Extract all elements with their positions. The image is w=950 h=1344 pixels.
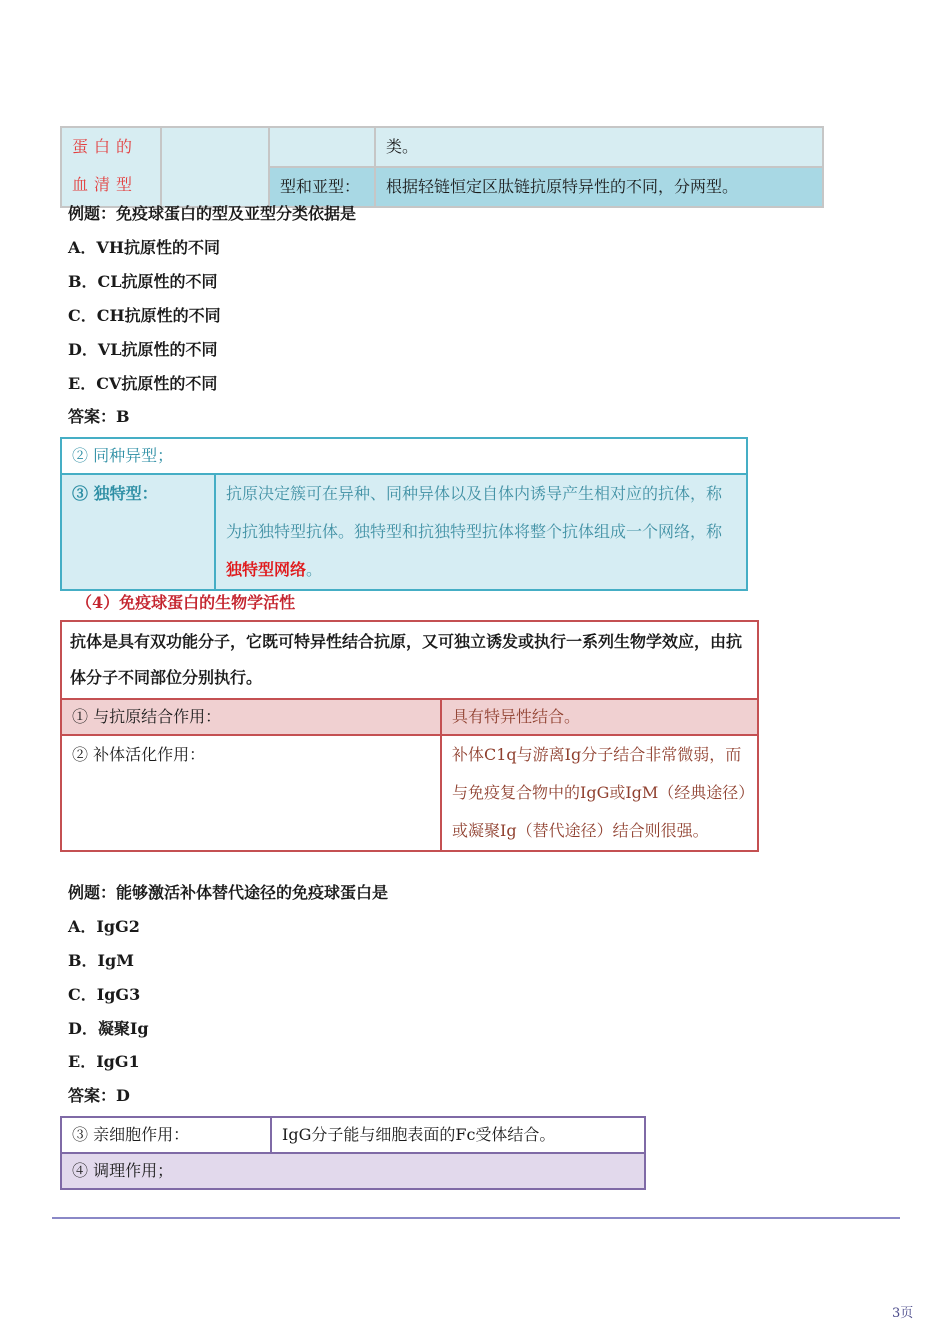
option-c: C．IgG3 — [68, 985, 141, 1004]
option-d: D．凝聚Ig — [68, 1019, 149, 1038]
option-d: D．VL抗原性的不同 — [68, 340, 218, 359]
idiotype-text: 抗原决定簇可在异种、同种异体以及自体内诱导产生相对应的抗体，称为抗独特型抗体。独特型和抗独特型抗体将整个抗体组成一个网络，称独特型网络。 — [215, 474, 747, 590]
footer-divider — [52, 1217, 900, 1219]
empty-cell — [269, 127, 375, 167]
cell-affinity-text: IgG分子能与细胞表面的Fc受体结合。 — [271, 1117, 645, 1153]
question-1: 例题：免疫球蛋白的型及亚型分类依据是 — [68, 204, 357, 223]
option-c: C．CH抗原性的不同 — [68, 306, 221, 325]
page-number: 3页 — [892, 1306, 914, 1321]
antigen-binding-text: 具有特异性结合。 — [441, 699, 758, 735]
option-a: A．VH抗原性的不同 — [68, 238, 220, 257]
option-b: B．CL抗原性的不同 — [68, 272, 218, 291]
section-heading: （4）免疫球蛋白的生物学活性 — [76, 593, 296, 612]
option-a: A．IgG2 — [68, 917, 140, 936]
complement-text: 补体C1q与游离Ig分子结合非常微弱，而与免疫复合物中的IgG或IgM（经典途径）或凝聚Ig（替代途径）结合则很强。 — [441, 735, 758, 851]
type-subtype-label: 型和亚型： — [269, 167, 375, 207]
answer-2: 答案：D — [68, 1086, 130, 1105]
cell-affinity-label: ③ 亲细胞作用： — [61, 1117, 271, 1153]
complement-label: ② 补体活化作用： — [61, 735, 441, 851]
idiotype-network-term: 独特型网络 — [226, 560, 307, 579]
serotype-table — [60, 126, 824, 208]
empty-cell — [161, 127, 269, 207]
antigen-binding-label: ① 与抗原结合作用： — [61, 699, 441, 735]
type-subtype-text: 根据轻链恒定区肽链抗原特异性的不同，分两型。 — [375, 167, 823, 207]
option-e: E．IgG1 — [68, 1052, 140, 1071]
opsonization-row: ④ 调理作用； — [61, 1153, 645, 1189]
answer-1: 答案：B — [68, 407, 130, 426]
question-2: 例题：能够激活补体替代途径的免疫球蛋白是 — [68, 883, 389, 902]
bioactivity-intro: 抗体是具有双功能分子，它既可特异性结合抗原，又可独立诱发或执行一系列生物学效应，由抗体分子不同部位分别执行。 — [61, 621, 758, 699]
serotype-label-cell — [61, 127, 161, 207]
bioactivity-table — [60, 620, 759, 852]
idiotype-label: ③ 独特型： — [61, 474, 215, 590]
cell-affinity-table — [60, 1116, 646, 1190]
cell-text: 类。 — [375, 127, 823, 167]
idiotype-table — [60, 437, 748, 591]
option-e: E．CV抗原性的不同 — [68, 374, 218, 393]
allotype-row: ② 同种异型； — [61, 438, 747, 474]
serotype-label: 蛋白的血清型 — [72, 137, 139, 194]
option-b: B．IgM — [68, 951, 134, 970]
